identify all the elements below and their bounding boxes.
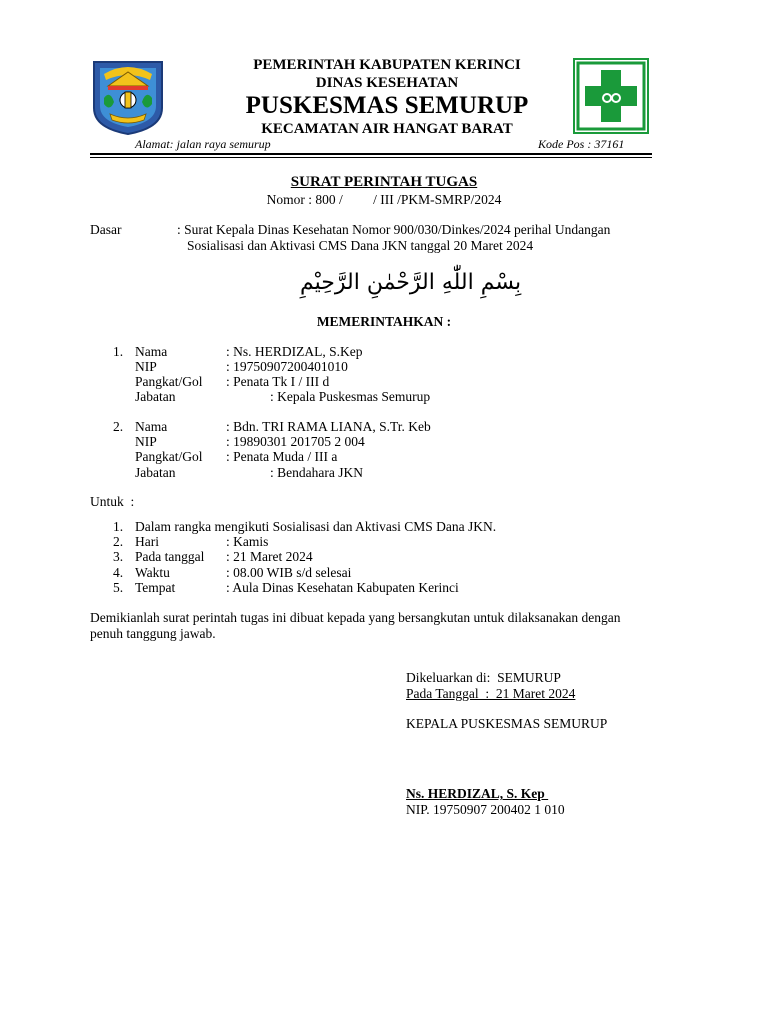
person-2-nama: : Bdn. TRI RAMA LIANA, S.Tr. Keb xyxy=(226,419,431,434)
puskesmas-cross-logo xyxy=(573,58,649,134)
dasar-label: Dasar xyxy=(90,222,122,237)
document-title: SURAT PERINTAH TUGAS xyxy=(290,174,478,190)
untuk-item-2-label: Hari xyxy=(135,534,159,549)
person-1-number: 1. xyxy=(113,344,124,359)
person-1-nama-label: Nama xyxy=(135,344,168,359)
untuk-item-3-value: : 21 Maret 2024 xyxy=(226,549,313,564)
dasar-line-2: Sosialisasi dan Aktivasi CMS Dana JKN tanggal 20 Maret 2024 xyxy=(187,238,534,253)
untuk-item-1-text: Dalam rangka mengikuti Sosialisasi dan Aktivasi CMS Dana JKN. xyxy=(135,519,497,534)
untuk-label: Untuk : xyxy=(90,494,135,509)
header-government: PEMERINTAH KABUPATEN KERINCI xyxy=(253,57,521,73)
header-department: DINAS KESEHATAN xyxy=(315,75,459,91)
header-divider-thin xyxy=(90,157,652,158)
person-1-nip-label: NIP xyxy=(135,359,157,374)
header-postcode: Kode Pos : 37161 xyxy=(538,137,625,151)
person-1-jabatan-label: Jabatan xyxy=(135,389,176,404)
document-number: Nomor : 800 / / III /PKM-SMRP/2024 xyxy=(266,192,502,207)
dasar-line-1: : Surat Kepala Dinas Kesehatan Nomor 900/030/Dinkes/2024 perihal Undangan xyxy=(177,222,611,237)
untuk-item-2-number: 2. xyxy=(113,534,124,549)
closing-line-2: penuh tanggung jawab. xyxy=(90,626,216,641)
person-2-nama-label: Nama xyxy=(135,419,168,434)
issued-date: Pada Tanggal : 21 Maret 2024 xyxy=(406,686,576,701)
kerinci-regency-emblem xyxy=(90,56,166,136)
signatory-nip: NIP. 19750907 200402 1 010 xyxy=(406,802,565,817)
untuk-item-5-value: : Aula Dinas Kesehatan Kabupaten Kerinci xyxy=(226,580,459,595)
signatory-position: KEPALA PUSKESMAS SEMURUP xyxy=(406,716,608,731)
memerintahkan-heading: MEMERINTAHKAN : xyxy=(316,314,452,329)
untuk-item-1-number: 1. xyxy=(113,519,124,534)
person-2-pangkat-label: Pangkat/Gol xyxy=(135,449,203,464)
issued-at: Dikeluarkan di: SEMURUP xyxy=(406,670,561,685)
untuk-item-5-label: Tempat xyxy=(135,580,176,595)
untuk-item-3-label: Pada tanggal xyxy=(135,549,205,564)
person-1-pangkat: : Penata Tk I / III d xyxy=(226,374,330,389)
person-1-nama: : Ns. HERDIZAL, S.Kep xyxy=(226,344,363,359)
basmalah-calligraphy: بِسْمِ اللّٰهِ الرَّحْمٰنِ الرَّحِيْمِ xyxy=(300,270,522,295)
header-address: Alamat: jalan raya semurup xyxy=(135,137,271,151)
untuk-item-3-number: 3. xyxy=(113,549,124,564)
person-1-nip: : 19750907200401010 xyxy=(226,359,348,374)
header-puskesmas: PUSKESMAS SEMURUP xyxy=(245,92,529,119)
untuk-item-5-number: 5. xyxy=(113,580,124,595)
untuk-item-4-label: Waktu xyxy=(135,565,170,580)
person-2-pangkat: : Penata Muda / III a xyxy=(226,449,338,464)
header-district: KECAMATAN AIR HANGAT BARAT xyxy=(261,121,513,137)
person-1-pangkat-label: Pangkat/Gol xyxy=(135,374,203,389)
person-1-jabatan: : Kepala Puskesmas Semurup xyxy=(270,389,431,404)
person-2-jabatan: : Bendahara JKN xyxy=(270,465,363,480)
person-2-nip: : 19890301 201705 2 004 xyxy=(226,434,365,449)
untuk-item-4-number: 4. xyxy=(113,565,124,580)
header-divider-thick xyxy=(90,153,652,155)
person-2-nip-label: NIP xyxy=(135,434,157,449)
untuk-item-2-value: : Kamis xyxy=(226,534,269,549)
person-2-jabatan-label: Jabatan xyxy=(135,465,176,480)
signatory-name: Ns. HERDIZAL, S. Kep xyxy=(406,786,549,801)
untuk-item-4-value: : 08.00 WIB s/d selesai xyxy=(226,565,352,580)
person-2-number: 2. xyxy=(113,419,124,434)
closing-line-1: Demikianlah surat perintah tugas ini dibuat kepada yang bersangkutan untuk dilaksanakan dengan xyxy=(90,610,621,625)
